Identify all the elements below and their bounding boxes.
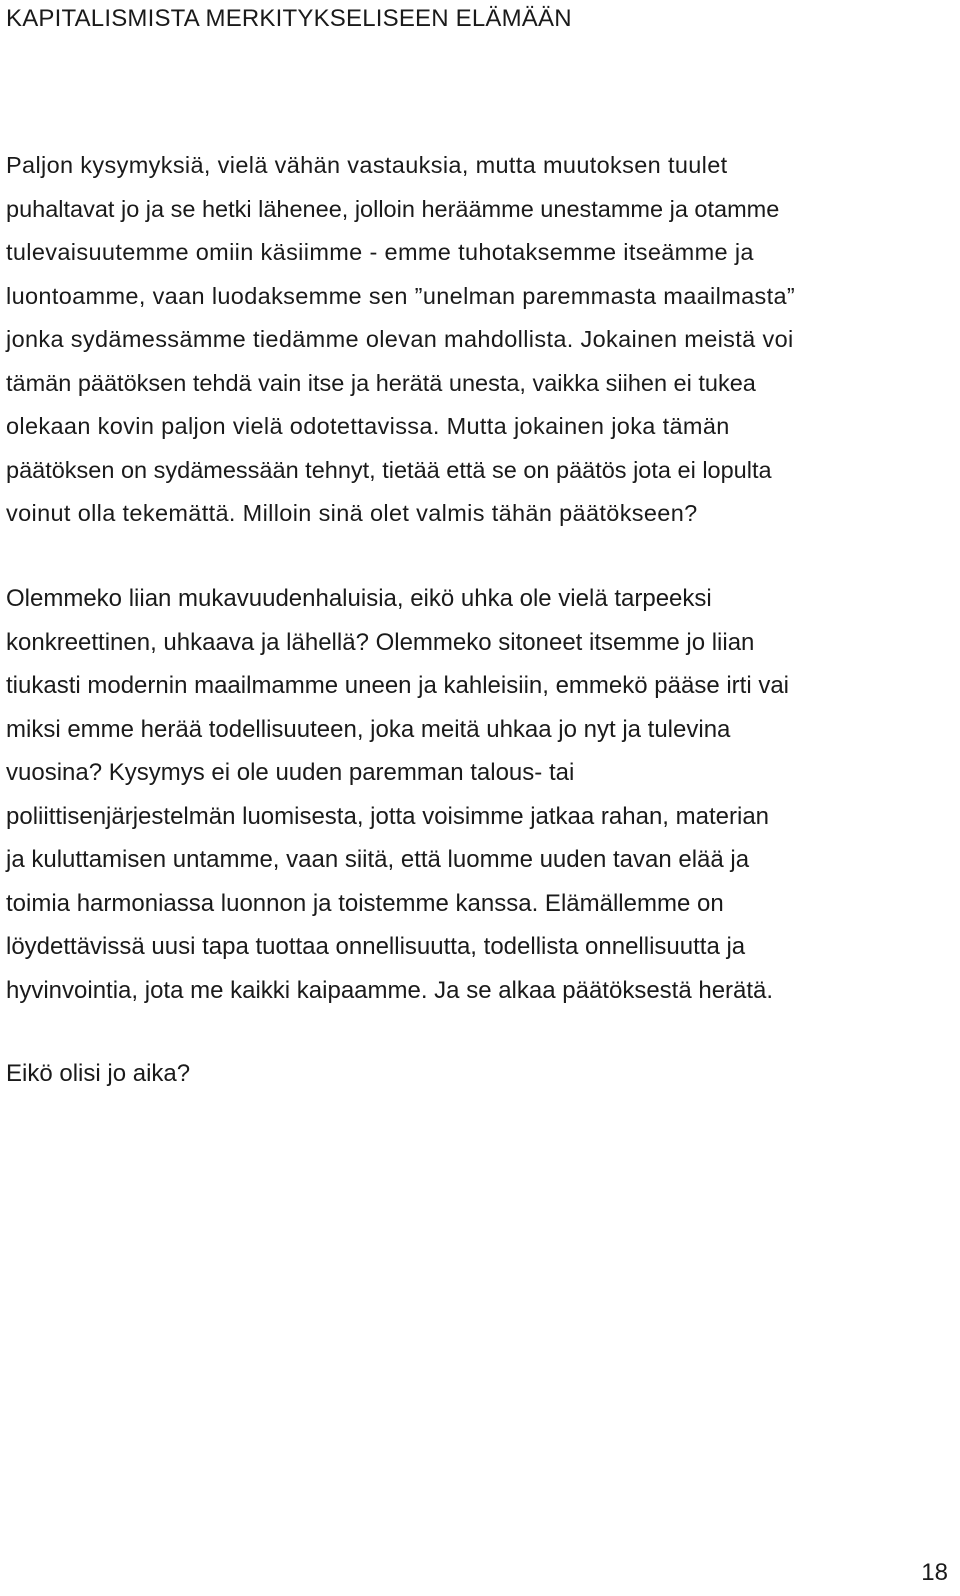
paragraph-line: luontoamme, vaan luodaksemme sen ”unelman paremmasta maailmasta” [6, 282, 796, 309]
paragraph-line: hyvinvointia, jota me kaikki kaipaamme. Ja se alkaa päätöksestä herätä. [6, 976, 774, 1004]
paragraph-line: voinut olla tekemättä. Milloin sinä olet valmis tähän päätökseen? [6, 500, 698, 526]
paragraph-3 [6, 1052, 190, 1096]
paragraph-line: Paljon kysymyksiä, vielä vähän vastauksia, mutta muutoksen tuulet [6, 152, 728, 178]
paragraph-line: löydettävissä uusi tapa tuottaa onnellisuutta, todellista onnellisuutta ja [6, 933, 746, 960]
page-number: 18 [921, 1559, 948, 1586]
document-title: KAPITALISMISTA MERKITYKSELISEEN ELÄMÄÄN [6, 5, 572, 32]
paragraph-line: puhaltavat jo ja se hetki lähenee, jolloin heräämme unestamme ja otamme [6, 195, 780, 222]
paragraph-line: tämän päätöksen tehdä vain itse ja herätä unesta, vaikka siihen ei tukea [6, 369, 756, 396]
paragraph-line: toimia harmoniassa luonnon ja toistemme kanssa. Elämällemme on [6, 889, 724, 917]
paragraph-1 [6, 144, 795, 536]
paragraph-line: päätöksen on sydämessään tehnyt, tietää että se on päätös jota ei lopulta [6, 456, 772, 483]
paragraph-line: jonka sydämessämme tiedämme olevan mahdollista. Jokainen meistä voi [6, 326, 794, 352]
paragraph-line: tiukasti modernin maailmamme uneen ja kahleisiin, emmekö pääse irti vai [6, 672, 790, 699]
paragraph-line: Olemmeko liian mukavuudenhaluisia, eikö uhka ole vielä tarpeeksi [6, 585, 712, 612]
paragraph-line: poliittisenjärjestelmän luomisesta, jotta voisimme jatkaa rahan, materian [6, 802, 770, 830]
paragraph-line: tulevaisuutemme omiin käsiimme - emme tuhotaksemme itseämme ja [6, 239, 754, 265]
paragraph-line: konkreettinen, uhkaava ja lähellä? Olemmeko sitoneet itsemme jo liian [6, 628, 755, 656]
paragraph-line: olekaan kovin paljon vielä odotettavissa. Mutta jokainen joka tämän [6, 413, 730, 439]
paragraph-2 [6, 577, 789, 1012]
paragraph-line: Eikö olisi jo aika? [6, 1060, 191, 1087]
paragraph-line: vuosina? Kysymys ei ole uuden paremman talous- tai [6, 759, 575, 786]
paragraph-line: miksi emme herää todellisuuteen, joka meitä uhkaa jo nyt ja tulevina [6, 715, 731, 743]
paragraph-line: ja kuluttamisen untamme, vaan siitä, että luomme uuden tavan elää ja [6, 846, 750, 873]
